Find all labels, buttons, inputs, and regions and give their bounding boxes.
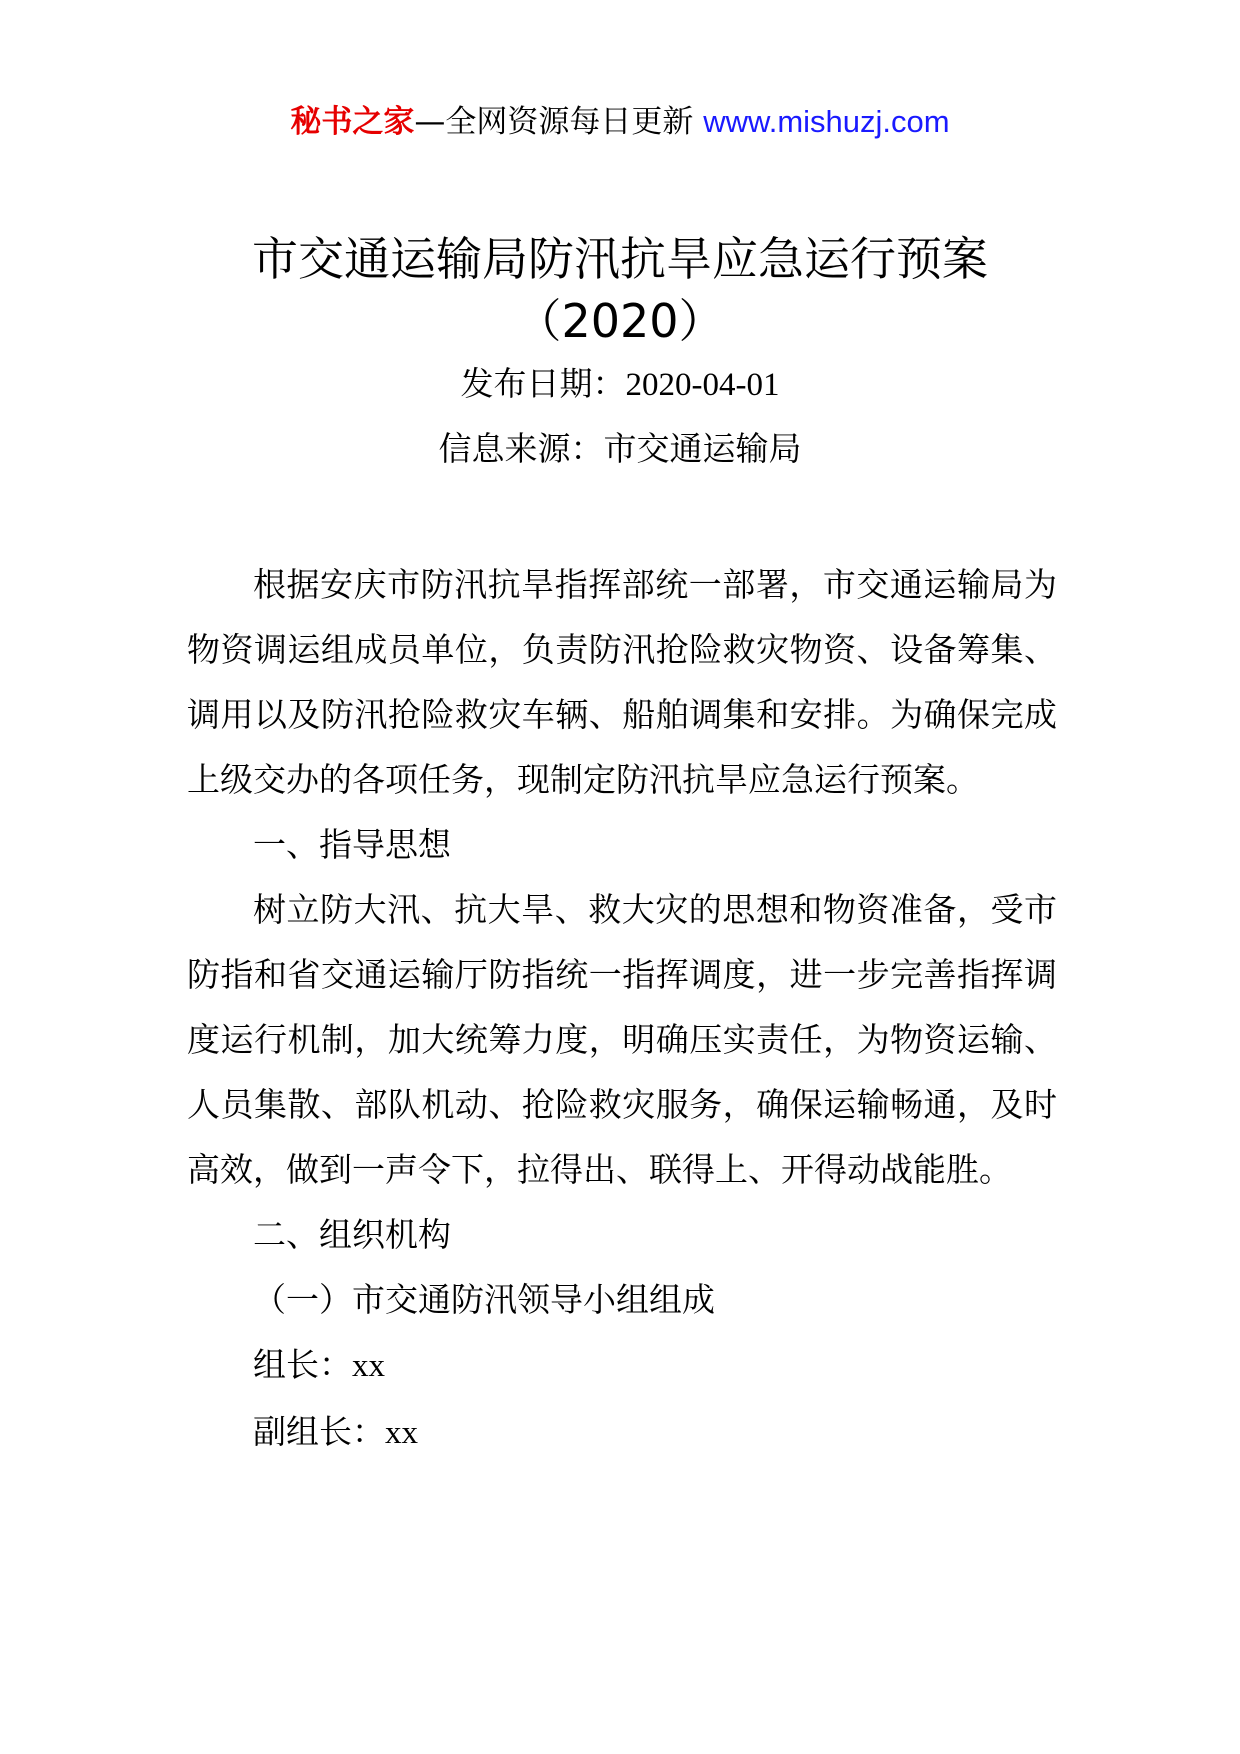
title-block xyxy=(0,228,1240,481)
intro-paragraph: 根据安庆市防汛抗旱指挥部统一部署，市交通运输局为物资调运组成员单位，负责防汛抢险救灾物资、设备筹集、调用以及防汛抢险救灾车辆、船舶调集和安排。为确保完成上级交办的各项任务，现制定防汛抗旱应急运行预案。 xyxy=(187,565,1057,799)
section-2-heading: 二、组织机构 xyxy=(253,1215,451,1254)
site-brand: 秘书之家 xyxy=(290,104,415,140)
deputy-leader-label: 副组长： xyxy=(253,1412,385,1451)
site-url-link[interactable]: www.mishuzj.com xyxy=(703,104,950,139)
leader-line xyxy=(187,1332,1057,1399)
document-title: 市交通运输局防汛抗旱应急运行预案 xyxy=(252,232,988,286)
publish-date-line xyxy=(0,352,1240,417)
site-header xyxy=(0,100,1240,144)
deputy-leader-value: xx xyxy=(385,1415,418,1451)
subsection-1-heading: （一）市交通防汛领导小组组成 xyxy=(253,1280,715,1319)
section-1-heading: 一、指导思想 xyxy=(253,825,451,864)
source-label: 信息来源： xyxy=(438,429,604,468)
publish-date-label: 发布日期： xyxy=(460,364,626,403)
site-tagline: —全网资源每日更新 xyxy=(414,104,694,140)
source-line xyxy=(0,417,1240,481)
deputy-leader-line xyxy=(187,1399,1057,1466)
leader-label: 组长： xyxy=(253,1345,352,1384)
publish-date-value: 2020-04-01 xyxy=(625,367,780,403)
source-value: 市交通运输局 xyxy=(603,429,802,468)
document-body xyxy=(187,552,1057,1466)
document-year: （2020） xyxy=(515,294,725,348)
section-1-paragraph: 树立防大汛、抗大旱、救大灾的思想和物资准备，受市防指和省交通运输厅防指统一指挥调度，进一步完善指挥调度运行机制，加大统筹力度，明确压实责任，为物资运输、人员集散、部队机动、抢险救灾服务，确保运输畅通，及时高效，做到一声令下，拉得出、联得上、开得动战能胜。 xyxy=(187,890,1057,1189)
leader-value: xx xyxy=(352,1348,385,1384)
